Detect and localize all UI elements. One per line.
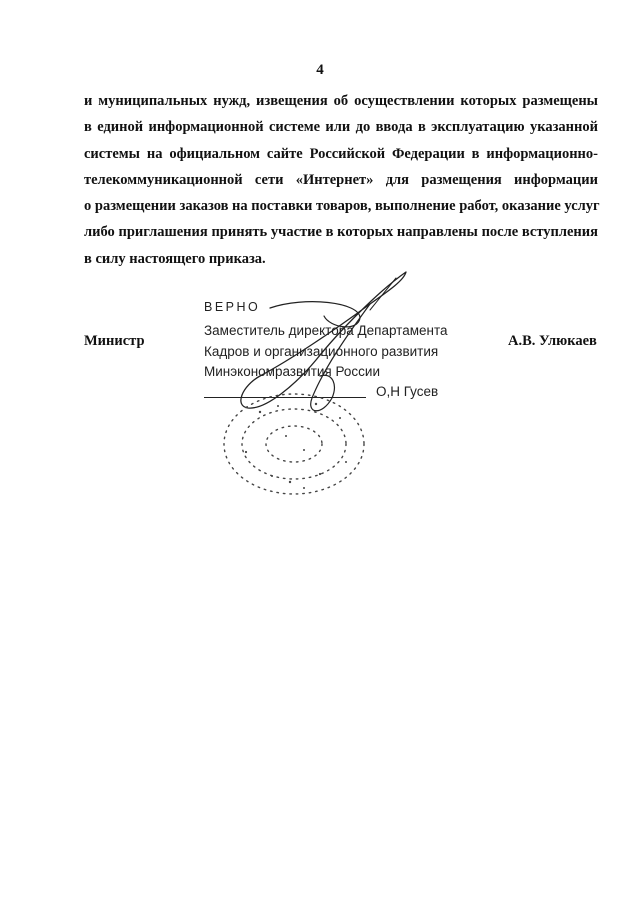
stamp-certifier-name: О,Н Гусев <box>376 384 439 399</box>
seal-stamp-imprint <box>220 392 370 504</box>
paragraph-line: и муниципальных нужд, извещения об осуществлении которых размещены <box>84 93 598 109</box>
body-paragraph <box>84 88 598 272</box>
paragraph-line: о размещении заказов на поставки товаров, выполнение работ, оказание услуг <box>84 198 600 215</box>
paragraph-line: системы на официальном сайте Российской Федерации в информационно- <box>84 145 598 162</box>
paragraph-line-last: в силу настоящего приказа. <box>84 250 266 267</box>
stamp-title-line: Кадров и организационного развития <box>204 344 439 359</box>
stamp-header: ВЕРНО <box>204 300 261 314</box>
signatory-name: А.В. Улюкаев <box>508 333 597 349</box>
stamp-title-line: Минэкономразвития России <box>204 364 380 379</box>
paragraph-line: либо приглашения принять участие в которых направлены после вступления <box>84 224 598 241</box>
page-number: 4 <box>316 62 324 78</box>
paragraph-line: телекоммуникационной сети «Интернет» для размещения информации <box>84 171 598 188</box>
stamp-title-line: Заместитель директора Департамента <box>204 323 448 338</box>
paragraph-line: в единой информационной системе или до ввода в эксплуатацию указанной <box>84 119 598 136</box>
signatory-position: Министр <box>84 333 145 349</box>
